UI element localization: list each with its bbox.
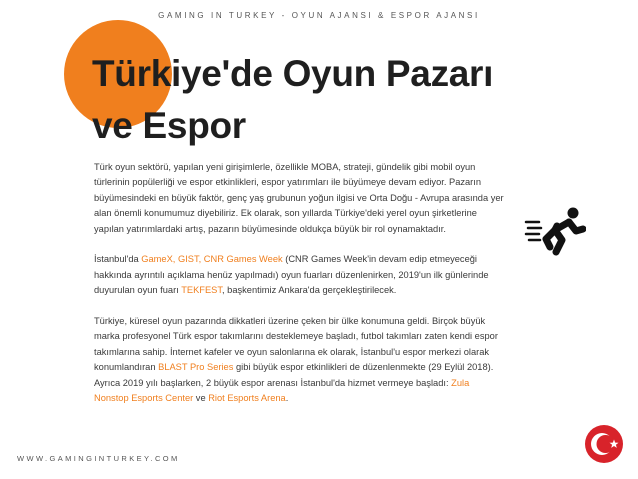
paragraph-fairs: [94, 252, 506, 298]
paragraph-intro: Türk oyun sektörü, yapılan yeni girişimlerle, özellikle MOBA, strateji, gündelik gibi mobil oyun türlerinin popülerliği ve espor etkinlikleri, espor yatırımları ile büyümeye devam ediyor. Pazarın büyümesindeki en büyük faktör, genç yaş grubunun yoğun ilgisi ve Orta Doğu - Avrupa arasında yer alan önemli konumumuz diyebiliriz. Ek olarak, son yıllarda Türkiye'deki yerel oyun şirketlerine yapılan yatırımlardaki artış, pazarın büyümesinde oldukça büyük bir rol oynamaktadır.: [94, 162, 504, 234]
footer-website-link[interactable]: WWW.GAMINGINTURKEY.COM: [17, 454, 180, 463]
text-span: İstanbul'da: [94, 254, 142, 265]
crescent-star-logo: [584, 424, 624, 464]
running-person-icon: [524, 205, 586, 257]
text-span: (CNR Games Week'in devam edip etmeyeceği hakkında ayrıntılı açıklama henüz yapılmadı) oyun fuarları düzenlenirken, 2019'un ilk günlerinde duyurulan oyun fuarı: [94, 254, 489, 296]
text-span: gibi büyük espor etkinlikleri de düzenlenmekte (29 Eylül 2018). Ayrıca 2019 yılı başlarken, 2 büyük espor arenası İstanbul'da hizmet vermeye başladı:: [94, 362, 494, 388]
link-tekfest[interactable]: TEKFEST: [181, 285, 222, 296]
title-line-1: Türkiye'de Oyun Pazarı: [92, 53, 494, 94]
text-span: , başkentimiz Ankara'da gerçekleştirilecek.: [222, 285, 397, 296]
link-gamex-gist-cnr[interactable]: GameX, GIST, CNR Games Week: [141, 254, 283, 265]
article-body: [94, 160, 506, 422]
text-span: ve: [193, 393, 209, 404]
title-line-2: ve Espor: [92, 105, 246, 146]
page-title: [92, 48, 493, 152]
link-blast-pro-series[interactable]: BLAST Pro Series: [158, 362, 234, 373]
paragraph-esports: [94, 314, 506, 406]
text-span: .: [285, 393, 289, 404]
text-span: Türkiye, küresel oyun pazarında dikkatleri üzerine çeken bir ülke konumuna geldi. Birçok büyük marka profesyonel Türk espor takımlarını desteklemeye başladı, futbol takımları zaten kendi espor takımlarına sahip. İnternet kafeler ve oyun salonlarına ek olarak, İstanbul'u espor merkezi olarak konumlandıran: [94, 316, 498, 373]
link-zula-nonstop[interactable]: Zula Nonstop Esports Center: [94, 377, 470, 404]
link-riot-esports-arena[interactable]: Riot Esports Arena: [208, 393, 286, 404]
site-tagline: GAMING IN TURKEY - OYUN AJANSI & ESPOR AJANSI: [158, 11, 480, 20]
